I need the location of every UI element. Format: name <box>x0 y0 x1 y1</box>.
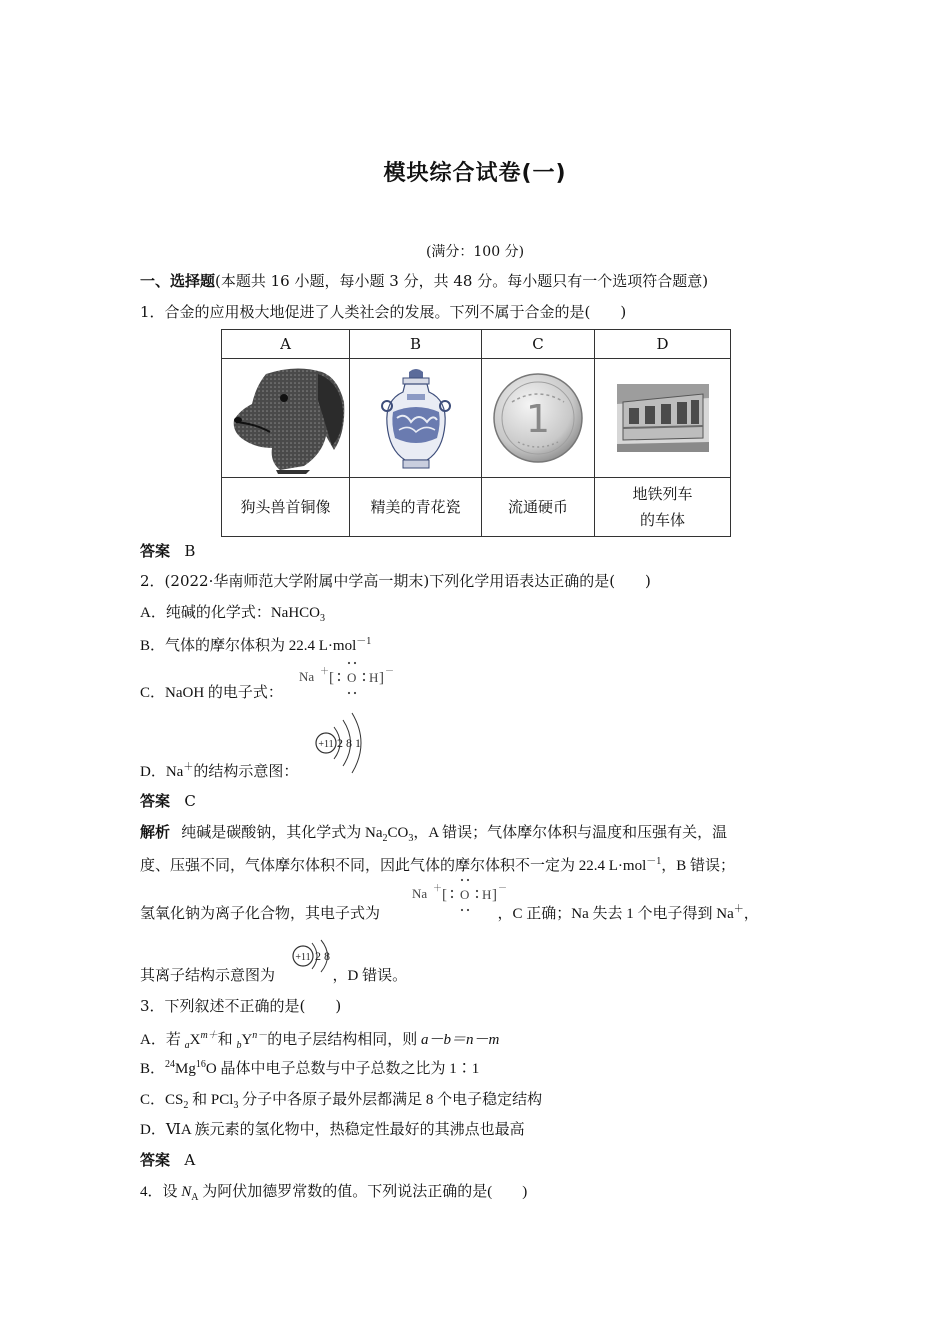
o-symbol: O <box>460 887 470 902</box>
analysis-text: 纯碱是碳酸钠，其化学式为 Na <box>181 825 383 841</box>
analysis-text: CO <box>387 825 409 841</box>
q2-option-a <box>140 601 325 624</box>
element-y: Y <box>241 1032 253 1048</box>
naoh-electron-formula-inline <box>412 874 522 918</box>
avogadro-symbol: N <box>181 1184 192 1200</box>
subscript: 3 <box>233 1100 239 1111</box>
minus-charge: － <box>498 883 508 893</box>
q3-answer <box>140 1149 195 1170</box>
analysis-label: 解析 <box>140 823 171 841</box>
section-note: (本题共 16 小题，每小题 3 分，共 48 分。每小题只有一个选项符合题意) <box>215 272 709 290</box>
subscript: a <box>184 1040 190 1051</box>
q1-header-c: C <box>482 330 595 359</box>
answer-value: A <box>184 1151 196 1169</box>
naoh-electron-formula <box>299 657 409 706</box>
analysis-text: ，C 正确；Na 失去 1 个电子得到 Na <box>497 906 734 922</box>
q2-option-c-text: C．NaOH 的电子式： <box>140 685 283 701</box>
q2-option-b-text: B．气体的摩尔体积为 22.4 L·mol <box>140 638 357 654</box>
o-symbol: O <box>347 670 357 685</box>
q3-option-c <box>140 1088 542 1111</box>
na-ion-structure-diagram <box>290 938 340 980</box>
na-atom-structure-diagram <box>312 710 372 776</box>
na-symbol: Na <box>412 886 428 901</box>
coin-image <box>492 372 584 464</box>
analysis-text: ， <box>743 906 759 922</box>
full-score: (满分：100 分) <box>425 244 525 260</box>
answer-value: B <box>184 542 196 560</box>
q1-image-a <box>222 359 350 478</box>
element-x: X <box>189 1032 201 1048</box>
q1-image-d <box>595 359 731 478</box>
q1-caption-d <box>595 478 731 537</box>
superscript: 24 <box>165 1059 176 1070</box>
section-title: 一、选择题 <box>140 272 216 290</box>
subway-train-image <box>617 384 709 452</box>
analysis-text: ，A 错误；气体摩尔体积与温度和压强有关，温 <box>413 825 728 841</box>
q3-option-a-text: 的电子层结构相同，则 <box>267 1032 422 1048</box>
q1-caption-b: 精美的青花瓷 <box>350 478 482 537</box>
q4-text: 4．设 <box>140 1184 182 1200</box>
q1-caption-d-line1: 地铁列车 <box>632 485 693 503</box>
question-1-stem: 1．合金的应用极大地促进了人类社会的发展。下列不属于合金的是( ) <box>140 303 627 321</box>
shell-2-count: 8 <box>346 736 352 750</box>
subscript: 3 <box>320 613 325 624</box>
analysis-text: ，D 错误。 <box>332 968 408 984</box>
analysis-text: 氢氧化钠为离子化合物，其电子式为 <box>140 906 381 922</box>
section-heading <box>140 270 708 291</box>
q1-options-table <box>221 329 731 537</box>
nucleus-charge: +11 <box>295 952 311 963</box>
q3-option-b-text: O 晶体中电子总数与中子总数之比为 1∶1 <box>205 1061 480 1077</box>
q2-option-d <box>140 758 298 781</box>
minus-charge: － <box>385 666 395 676</box>
superscript: ＋ <box>183 762 194 773</box>
q3-option-a-text: A．若 <box>140 1032 185 1048</box>
q1-answer <box>140 540 195 561</box>
q3-option-c-text: 分子中各原子最外层都满足 8 个电子稳定结构 <box>238 1092 543 1108</box>
superscript: m＋ <box>200 1030 218 1041</box>
q1-caption-c: 流通硬币 <box>482 478 595 537</box>
q2-answer <box>140 790 196 811</box>
q1-caption-a: 狗头兽首铜像 <box>222 478 350 537</box>
q1-image-c <box>482 359 595 478</box>
answer-label: 答案 <box>140 542 171 560</box>
q2-analysis-line-4 <box>140 964 407 985</box>
q3-option-d: D．ⅥA 族元素的氢化物中，热稳定性最好的其沸点也最高 <box>140 1122 525 1138</box>
q3-option-b-text: B． <box>140 1061 166 1077</box>
plus-charge: ＋ <box>433 883 443 893</box>
question-4-stem <box>140 1180 527 1203</box>
subscript: A <box>191 1192 199 1203</box>
h-symbol: H <box>369 670 379 685</box>
subscript: 3 <box>408 833 414 844</box>
q4-text: 为阿伏加德罗常数的值。下列说法正确的是( ) <box>198 1184 528 1200</box>
analysis-text: ，B 错误； <box>661 858 736 874</box>
superscript: 16 <box>195 1059 206 1070</box>
answer-value: C <box>184 792 196 810</box>
q2-option-a-text: A．纯碱的化学式：NaHCO <box>140 605 320 621</box>
q3-option-c-text: 和 PCl <box>188 1092 234 1108</box>
coin-digit: 1 <box>525 397 551 441</box>
question-3-stem: 3．下列叙述不正确的是( ) <box>140 997 342 1015</box>
q2-option-b <box>140 632 371 655</box>
blue-white-porcelain-image <box>381 366 451 470</box>
left-bracket: [ <box>442 887 447 903</box>
superscript: －1 <box>356 636 372 647</box>
subscript: b <box>236 1040 242 1051</box>
shell-3-count: 1 <box>355 736 361 750</box>
q2-option-c <box>140 657 395 702</box>
math-expression: a－b＝n－m <box>421 1032 500 1048</box>
shell-1-count: 2 <box>337 736 343 750</box>
bronze-dog-head-image <box>226 362 346 474</box>
q3-option-c-text: C．CS <box>140 1092 184 1108</box>
analysis-text: 其离子结构示意图为 <box>140 968 276 984</box>
left-bracket: [ <box>329 670 334 686</box>
page-title: 模块综合试卷(一) <box>383 161 567 186</box>
q1-image-b <box>350 359 482 478</box>
plus-charge: ＋ <box>320 666 330 676</box>
subscript: 2 <box>183 1100 189 1111</box>
q1-header-d: D <box>595 330 731 359</box>
answer-label: 答案 <box>140 792 171 810</box>
nucleus-charge: +11 <box>318 739 334 750</box>
question-2-stem: 2．(2022·华南师范大学附属中学高一期末)下列化学用语表达正确的是( ) <box>140 572 651 590</box>
q2-analysis-line-2 <box>140 852 735 875</box>
superscript: －1 <box>646 856 662 867</box>
analysis-text: 度、压强不同，气体摩尔体积不同，因此气体的摩尔体积不一定为 22.4 L·mol <box>140 858 647 874</box>
h-symbol: H <box>482 887 492 902</box>
q3-option-b <box>140 1057 479 1078</box>
q1-header-a: A <box>222 330 350 359</box>
q2-option-d-text-2: 的结构示意图： <box>193 764 299 780</box>
superscript: ＋ <box>733 904 744 915</box>
shell-2-count: 8 <box>324 949 330 963</box>
right-bracket: ] <box>492 887 497 903</box>
subscript: 2 <box>382 833 388 844</box>
q3-option-a-text: 和 <box>217 1032 237 1048</box>
superscript: n－ <box>252 1030 268 1041</box>
na-symbol: Na <box>299 669 315 684</box>
q3-option-a <box>140 1026 499 1051</box>
q2-analysis-line-1 <box>140 821 727 844</box>
q1-caption-d-line2: 的车体 <box>639 511 685 529</box>
shell-1-count: 2 <box>315 949 321 963</box>
q1-header-b: B <box>350 330 482 359</box>
element-mg: Mg <box>175 1061 196 1077</box>
answer-label: 答案 <box>140 1151 171 1169</box>
q2-option-d-text: D．Na <box>140 764 184 780</box>
right-bracket: ] <box>379 670 384 686</box>
